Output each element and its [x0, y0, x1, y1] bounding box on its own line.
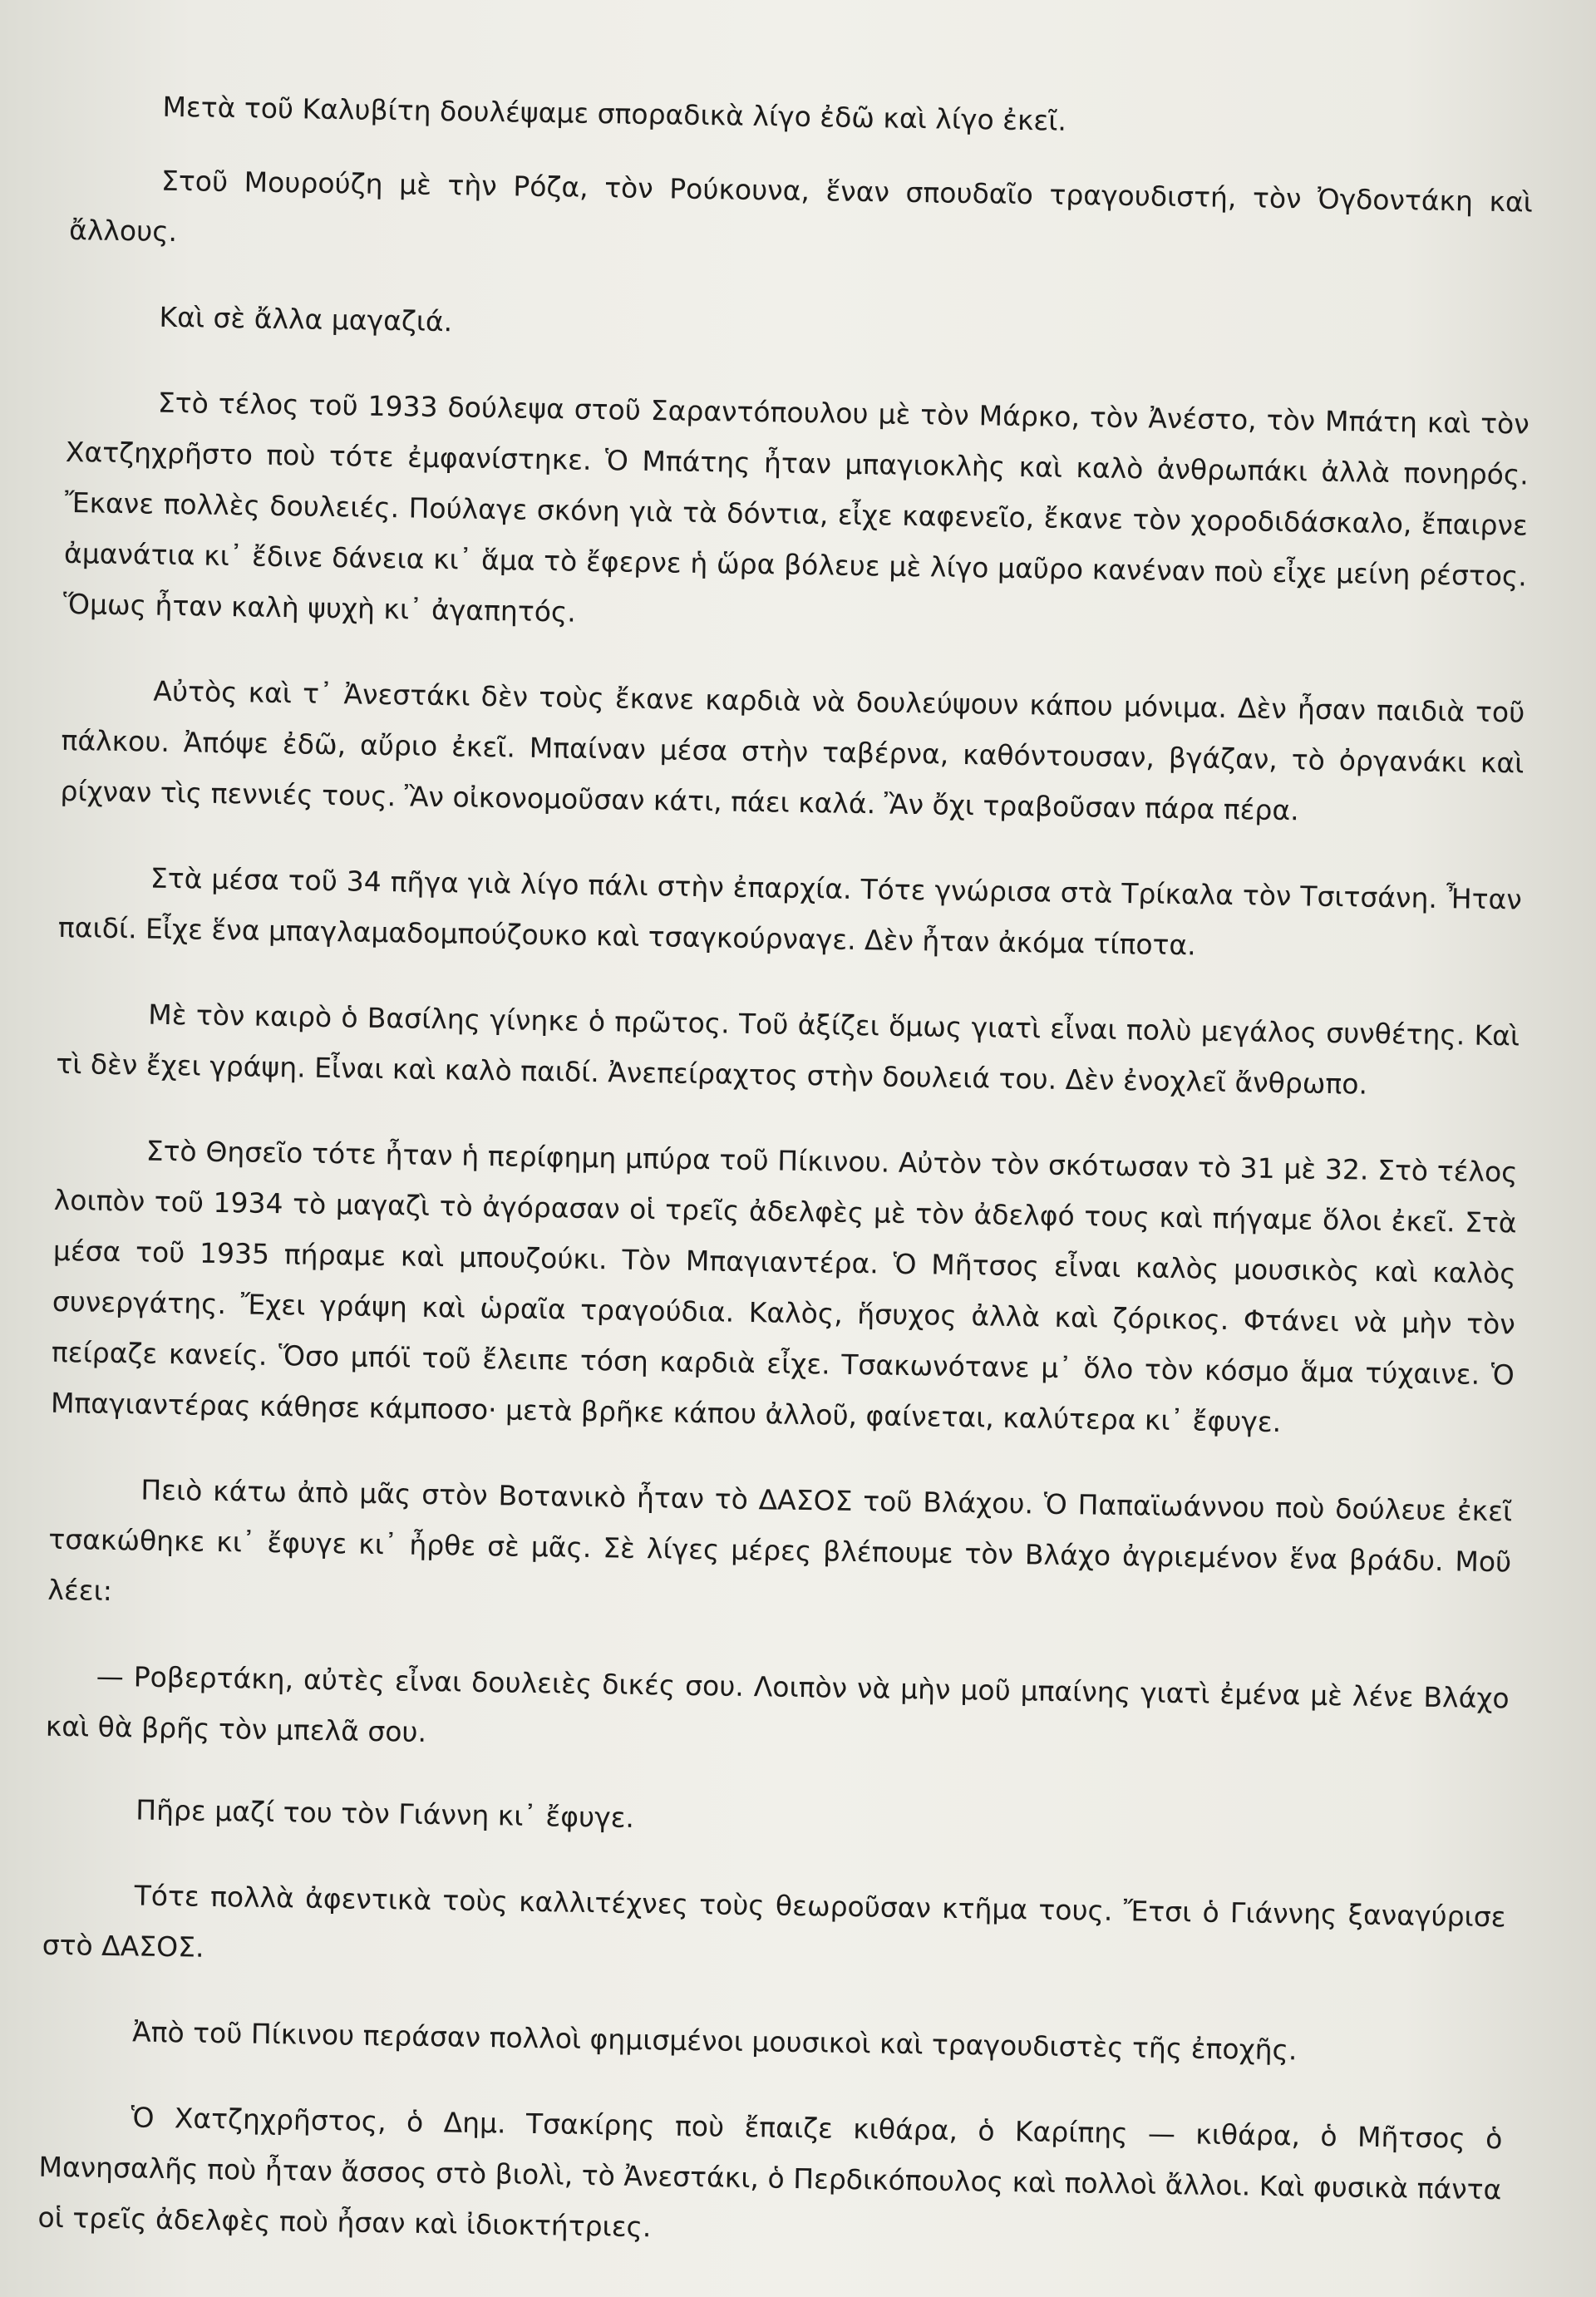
paragraph: Αὐτὸς καὶ τ᾽ Ἀνεστάκι δὲν τοὺς ἔκανε καρδιὰ νὰ δουλεύψουν κάπου μόνιμα. Δὲν ἦσαν παιδιὰ τοῦ πάλκου. Ἀπόψε ἐδῶ, αὔριο ἐκεῖ. Μπαίναν μέσα στὴν ταβέρνα, καθόντουσαν, βγάζαν, τὸ ὀργανάκι καὶ ρίχναν τὶς πεννιές τους. Ἂν οἰκονομοῦσαν κάτι, πάει καλά. Ἂν ὄχι τραβοῦσαν πάρα πέρα. — [60, 674, 1525, 827]
body-text — [37, 80, 1534, 2265]
dialogue-paragraph: — Ροβερτάκη, αὐτὲς εἶναι δουλειὲς δικές σου. Λοιπὸν νὰ μὴν μοῦ μπαίνης γιατὶ ἐμένα μὲ λένε Βλάχο καὶ θὰ βρῆς τὸν μπελᾶ σου. — [45, 1659, 1510, 1748]
paragraph: Ἀπὸ τοῦ Πίκινου περάσαν πολλοὶ φημισμένοι μουσικοὶ καὶ τραγουδιστὲς τῆς ἐποχῆς. — [131, 2015, 1298, 2067]
paragraph: Στὰ μέσα τοῦ 34 πῆγα γιὰ λίγο πάλι στὴν ἐπαρχία. Τότε γνώρισα στὰ Τρίκαλα τὸν Τσιτσάνη. Ἦταν παιδί. Εἶχε ἕνα μπαγλαμαδομπούζουκο καὶ τσαγκούρναγε. Δὲν ἦταν ἀκόμα τίποτα. — [57, 861, 1523, 962]
paragraph: Καὶ σὲ ἄλλα μαγαζιά. — [159, 300, 453, 338]
paragraph: Τότε πολλὰ ἀφεντικὰ τοὺς καλλιτέχνες τοὺς θεωροῦσαν κτῆμα τους. Ἔτσι ὁ Γιάννης ξαναγύρισε στὸ ΔΑΣΟΣ. — [42, 1879, 1506, 1964]
paragraph: Στὸ τέλος τοῦ 1933 δούλεψα στοῦ Σαραντόπουλου μὲ τὸν Μάρκο, τὸν Ἀνέστο, τὸν Μπάτη καὶ τὸν Χατζηχρῆστο ποὺ τότε ἐμφανίστηκε. Ὁ Μπάτης ἦταν μπαγιοκλὴς καὶ καλὸ ἀνθρωπάκι ἀλλὰ πονηρός. Ἔκανε πολλὲς δουλειές. Πούλαγε σκόνη γιὰ τὰ δόντια, εἶχε καφενεῖο, ἔκανε τὸν χοροδιδάσκαλο, ἔπαιρνε ἀμανάτια κι᾽ ἔδινε δάνεια κι᾽ ἅμα τὸ ἔφερνε ἡ ὥρα βόλευε μὲ λίγο μαῦρο κανέναν ποὺ εἶχε μείνη ρέστος. Ὅμως ἦταν καλὴ ψυχὴ κι᾽ ἀγαπητός. — [62, 386, 1530, 628]
paragraph: Στὸ Θησεῖο τότε ἦταν ἡ περίφημη μπύρα τοῦ Πίκινου. Αὐτὸν τὸν σκότωσαν τὸ 31 μὲ 32. Στὸ τέλος λοιπὸν τοῦ 1934 τὸ μαγαζὶ τὸ ἀγόρασαν οἱ τρεῖς ἀδελφὲς μὲ τὸν ἀδελφό τους καὶ πήγαμε ὅλοι ἐκεῖ. Στὰ μέσα τοῦ 1935 πήραμε καὶ μπουζούκι. Τὸν Μπαγιαντέρα. Ὁ Μῆτσος εἶναι καλὸς μουσικὸς καὶ καλὸς συνεργάτης. Ἔχει γράψη καὶ ὡραῖα τραγούδια. Καλὸς, ἥσυχος ἀλλὰ καὶ ζόρικος. Φτάνει νὰ μὴν τὸν πείραζε κανείς. Ὅσο μπόϊ τοῦ ἔλειπε τόση καρδιὰ εἶχε. Τσακωνότανε μ᾽ ὅλο τὸν κόσμο ἅμα τύχαινε. Ὁ Μπαγιαντέρας κάθησε κάμποσο· μετὰ βρῆκε κάπου ἀλλοῦ, φαίνεται, καλύτερα κι᾽ ἔφυγε. — [50, 1134, 1518, 1439]
paragraph: Πειὸ κάτω ἀπὸ μᾶς στὸν Βοτανικὸ ἦταν τὸ ΔΑΣΟΣ τοῦ Βλάχου. Ὁ Παπαϊωάννου ποὺ δούλευε ἐκεῖ τσακώθηκε κι᾽ ἔφυγε κι᾽ ἦρθε σὲ μᾶς. Σὲ λίγες μέρες βλέπουμε τὸν Βλάχο ἀγριεμένον ἕνα βράδυ. Μοῦ λέει: — [47, 1473, 1513, 1607]
paragraph: Μετὰ τοῦ Καλυβίτη δουλέψαμε σποραδικὰ λίγο ἐδῶ καὶ λίγο ἐκεῖ. — [162, 90, 1067, 137]
paragraph: Ὁ Χατζηχρῆστος, ὁ Δημ. Τσακίρης ποὺ ἔπαιζε κιθάρα, ὁ Καρίπης — κιθάρα, ὁ Μῆτσος ὁ Μανησαλῆς ποὺ ἦταν ἄσσος στὸ βιολὶ, τὸ Ἀνεστάκι, ὁ Περδικόπουλος καὶ πολλοὶ ἄλλοι. Καὶ φυσικὰ πάντα οἱ τρεῖς ἀδελφὲς ποὺ ἦσαν καὶ ἰδιοκτήτριες. — [37, 2101, 1503, 2244]
paragraph: Στοῦ Μουρούζη μὲ τὴν Ρόζα, τὸν Ρούκουνα, ἕναν σπουδαῖο τραγουδιστή, τὸν Ὀγδοντάκη καὶ ἄλλους. — [68, 164, 1534, 249]
paragraph: Μὲ τὸν καιρὸ ὁ Βασίλης γίνηκε ὁ πρῶτος. Τοῦ ἀξίζει ὅμως γιατὶ εἶναι πολὺ μεγάλος συνθέτης. Καὶ τὶ δὲν ἔχει γράψη. Εἶναι καὶ καλὸ παιδί. Ἀνεπείραχτος στὴν δουλειά του. Δὲν ἐνοχλεῖ ἄνθρωπο. — [56, 998, 1520, 1101]
paragraph: Πῆρε μαζί του τὸν Γιάννη κι᾽ ἔφυγε. — [135, 1793, 635, 1834]
